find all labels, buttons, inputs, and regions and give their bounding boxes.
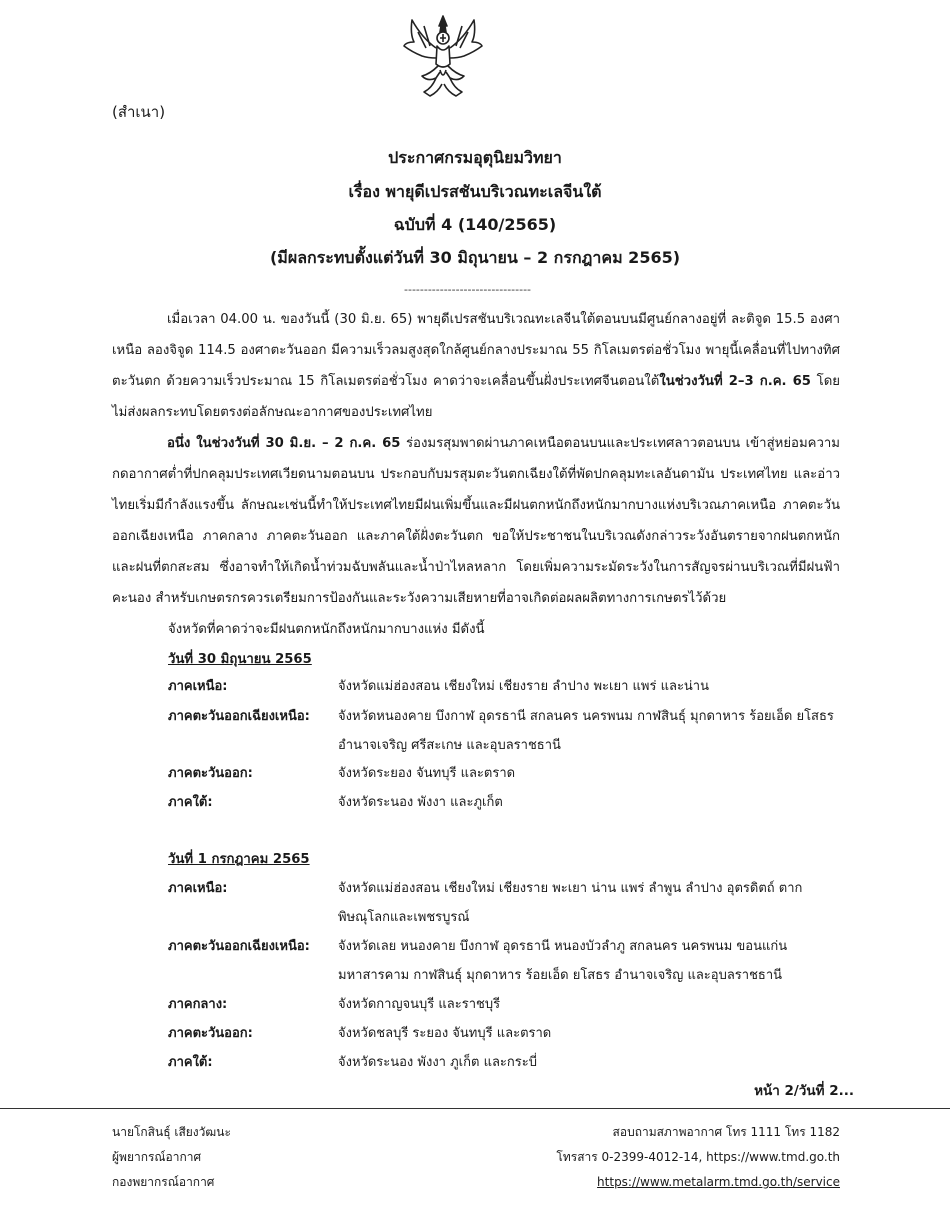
- paragraph-storm-status-text: เมื่อเวลา 04.00 น. ของวันนี้ (30 มิ.ย. 65) พายุดีเปรสชันบริเวณทะเลจีนใต้ตอนบนมีศูนย์กลางอยู่ที่ ละติจูด 15.5 องศาเหนือ ลองจิจูด 114.5 องศาตะวันออก มีความเร็วลมสูงสุดใกล้ศูนย์กลางประมาณ 55 กิโลเมตรต่อชั่วโมง พายุนี้เคลื่อนที่ไปทางทิศตะวันตก ด้วยความเร็วประมาณ 15 กิโลเมตรต่อชั่วโมง คาดว่าจะเคลื่อนขึ้นฝั่งประเทศจีนตอนใต้: [112, 312, 840, 389]
- footer-contact: [556, 1120, 840, 1195]
- paragraph-storm-status-bold: ในช่วงวันที่ 2–3 ก.ค. 65: [659, 374, 811, 389]
- announcement-effective-period: (มีผลกระทบตั้งแต่วันที่ 30 มิถุนายน – 2 กรกฎาคม 2565): [269, 248, 681, 267]
- contact-fax-website: โทรสาร 0-2399-4012-14, https://www.tmd.go.th: [556, 1150, 840, 1164]
- region-provinces: จังหวัดกาญจนบุรี และราชบุรี: [338, 997, 501, 1012]
- garuda-emblem-icon: [400, 12, 486, 100]
- separator-line: --------------------------------: [404, 283, 532, 296]
- region-provinces: จังหวัดหนองคาย บึงกาฬ อุดรธานี สกลนคร นครพนม กาฬสินธุ์ มุกดาหาร ร้อยเอ็ด ยโสธร อำนาจเจริญ ศรีสะเกษ และอุบลราชธานี: [338, 709, 834, 753]
- forecaster-name: นายโกสินธุ์ เสียงวัฒนะ: [112, 1125, 231, 1139]
- day2-title: วันที่ 1 กรกฎาคม 2565: [168, 852, 310, 867]
- region-name: ภาคตะวันออก:: [168, 1026, 253, 1041]
- announcement-subject: เรื่อง พายุดีเปรสชันบริเวณทะเลจีนใต้: [348, 182, 602, 201]
- paragraph-monsoon-warning: [112, 428, 840, 614]
- announcement-title: ประกาศกรมอุตุนิยมวิทยา: [388, 148, 562, 167]
- region-name: ภาคใต้:: [168, 795, 213, 810]
- contact-phone: สอบถามสภาพอากาศ โทร 1111 โทร 1182: [612, 1125, 840, 1139]
- day1-region-north: [168, 672, 840, 701]
- forecast-intro: จังหวัดที่คาดว่าจะมีฝนตกหนักถึงหนักมากบางแห่ง มีดังนี้: [168, 622, 485, 637]
- region-provinces: จังหวัดชลบุรี ระยอง จันทบุรี และตราด: [338, 1026, 552, 1041]
- day1-region-south: [168, 788, 840, 817]
- region-name: ภาคตะวันออก:: [168, 766, 253, 781]
- day2-region-central: [168, 990, 840, 1019]
- region-provinces: จังหวัดระยอง จันทบุรี และตราด: [338, 766, 516, 781]
- region-name: ภาคตะวันออกเฉียงเหนือ:: [168, 709, 310, 724]
- paragraph-storm-status-tail: โดยไม่ส่งผลกระทบโดยตรงต่อลักษณะอากาศของประเทศไทย: [112, 374, 840, 420]
- copy-mark: (สำเนา): [112, 103, 166, 121]
- region-name: ภาคตะวันออกเฉียงเหนือ:: [168, 939, 310, 954]
- region-provinces: จังหวัดเลย หนองคาย บึงกาฬ อุดรธานี หนองบัวลำภู สกลนคร นครพนม ขอนแก่น มหาสารคาม กาฬสินธุ์ มุกดาหาร ร้อยเอ็ด ยโสธร อำนาจเจริญ และอุบลราชธานี: [338, 939, 788, 983]
- forecaster-position: ผู้พยากรณ์อากาศ: [112, 1150, 202, 1164]
- service-link[interactable]: https://www.metalarm.tmd.go.th/service: [597, 1175, 840, 1189]
- region-name: ภาคเหนือ:: [168, 881, 228, 896]
- day2-region-north: [168, 874, 840, 932]
- day1-region-east: [168, 759, 840, 788]
- paragraph-monsoon-warning-text: ร่องมรสุมพาดผ่านภาคเหนือตอนบนและประเทศลาวตอนบน เข้าสู่หย่อมความกดอากาศต่ำที่ปกคลุมประเทศเวียดนามตอนบน ประกอบกับมรสุมตะวันตกเฉียงใต้ที่พัดปกคลุมทะเลอันดามัน ประเทศไทย และอ่าวไทยเริ่มมีกำลังแรงขึ้น ลักษณะเช่นนี้ทำให้ประเทศไทยมีฝนเพิ่มขึ้นและมีฝนตกหนักถึงหนักมากบางแห่งบริเวณภาคเหนือ ภาคตะวันออกเฉียงเหนือ ภาคกลาง ภาคตะวันออก และภาคใต้ฝั่งตะวันตก ขอให้ประชาชนในบริเวณดังกล่าวระวังอันตรายจากฝนตกหนักและฝนที่ตกสะสม ซึ่งอาจทำให้เกิดน้ำท่วมฉับพลันและน้ำป่าไหลหลาก โดยเพิ่มความระมัดระวังในการสัญจรผ่านบริเวณที่มีฝนฟ้าคะนอง สำหรับเกษตรกรควรเตรียมการป้องกันและระวังความเสียหายที่อาจเกิดต่อผลผลิตทางการเกษตรไว้ด้วย: [112, 436, 840, 606]
- day2-region-south: [168, 1048, 840, 1077]
- region-provinces: จังหวัดระนอง พังงา ภูเก็ต และกระบี่: [338, 1055, 537, 1070]
- day2-region-northeast: [168, 932, 840, 990]
- footer-divider: [0, 1108, 950, 1109]
- page-continuation: หน้า 2/วันที่ 2...: [754, 1083, 854, 1099]
- paragraph-monsoon-warning-bold: อนึ่ง ในช่วงวันที่ 30 มิ.ย. – 2 ก.ค. 65: [167, 436, 401, 451]
- region-provinces: จังหวัดแม่ฮ่องสอน เชียงใหม่ เชียงราย พะเยา น่าน แพร่ ลำพูน ลำปาง อุตรดิตถ์ ตาก พิษณุโลกและเพชรบูรณ์: [338, 881, 803, 925]
- region-provinces: จังหวัดระนอง พังงา และภูเก็ต: [338, 795, 503, 810]
- paragraph-storm-status: [112, 304, 840, 428]
- region-provinces: จังหวัดแม่ฮ่องสอน เชียงใหม่ เชียงราย ลำปาง พะเยา แพร่ และน่าน: [338, 679, 709, 694]
- day1-title: วันที่ 30 มิถุนายน 2565: [168, 652, 312, 667]
- day2-region-east: [168, 1019, 840, 1048]
- region-name: ภาคใต้:: [168, 1055, 213, 1070]
- region-name: ภาคกลาง:: [168, 997, 228, 1012]
- day1-region-northeast: [168, 702, 840, 760]
- region-name: ภาคเหนือ:: [168, 679, 228, 694]
- footer-forecaster: [112, 1120, 231, 1195]
- announcement-issue: ฉบับที่ 4 (140/2565): [393, 215, 557, 234]
- forecaster-division: กองพยากรณ์อากาศ: [112, 1175, 215, 1189]
